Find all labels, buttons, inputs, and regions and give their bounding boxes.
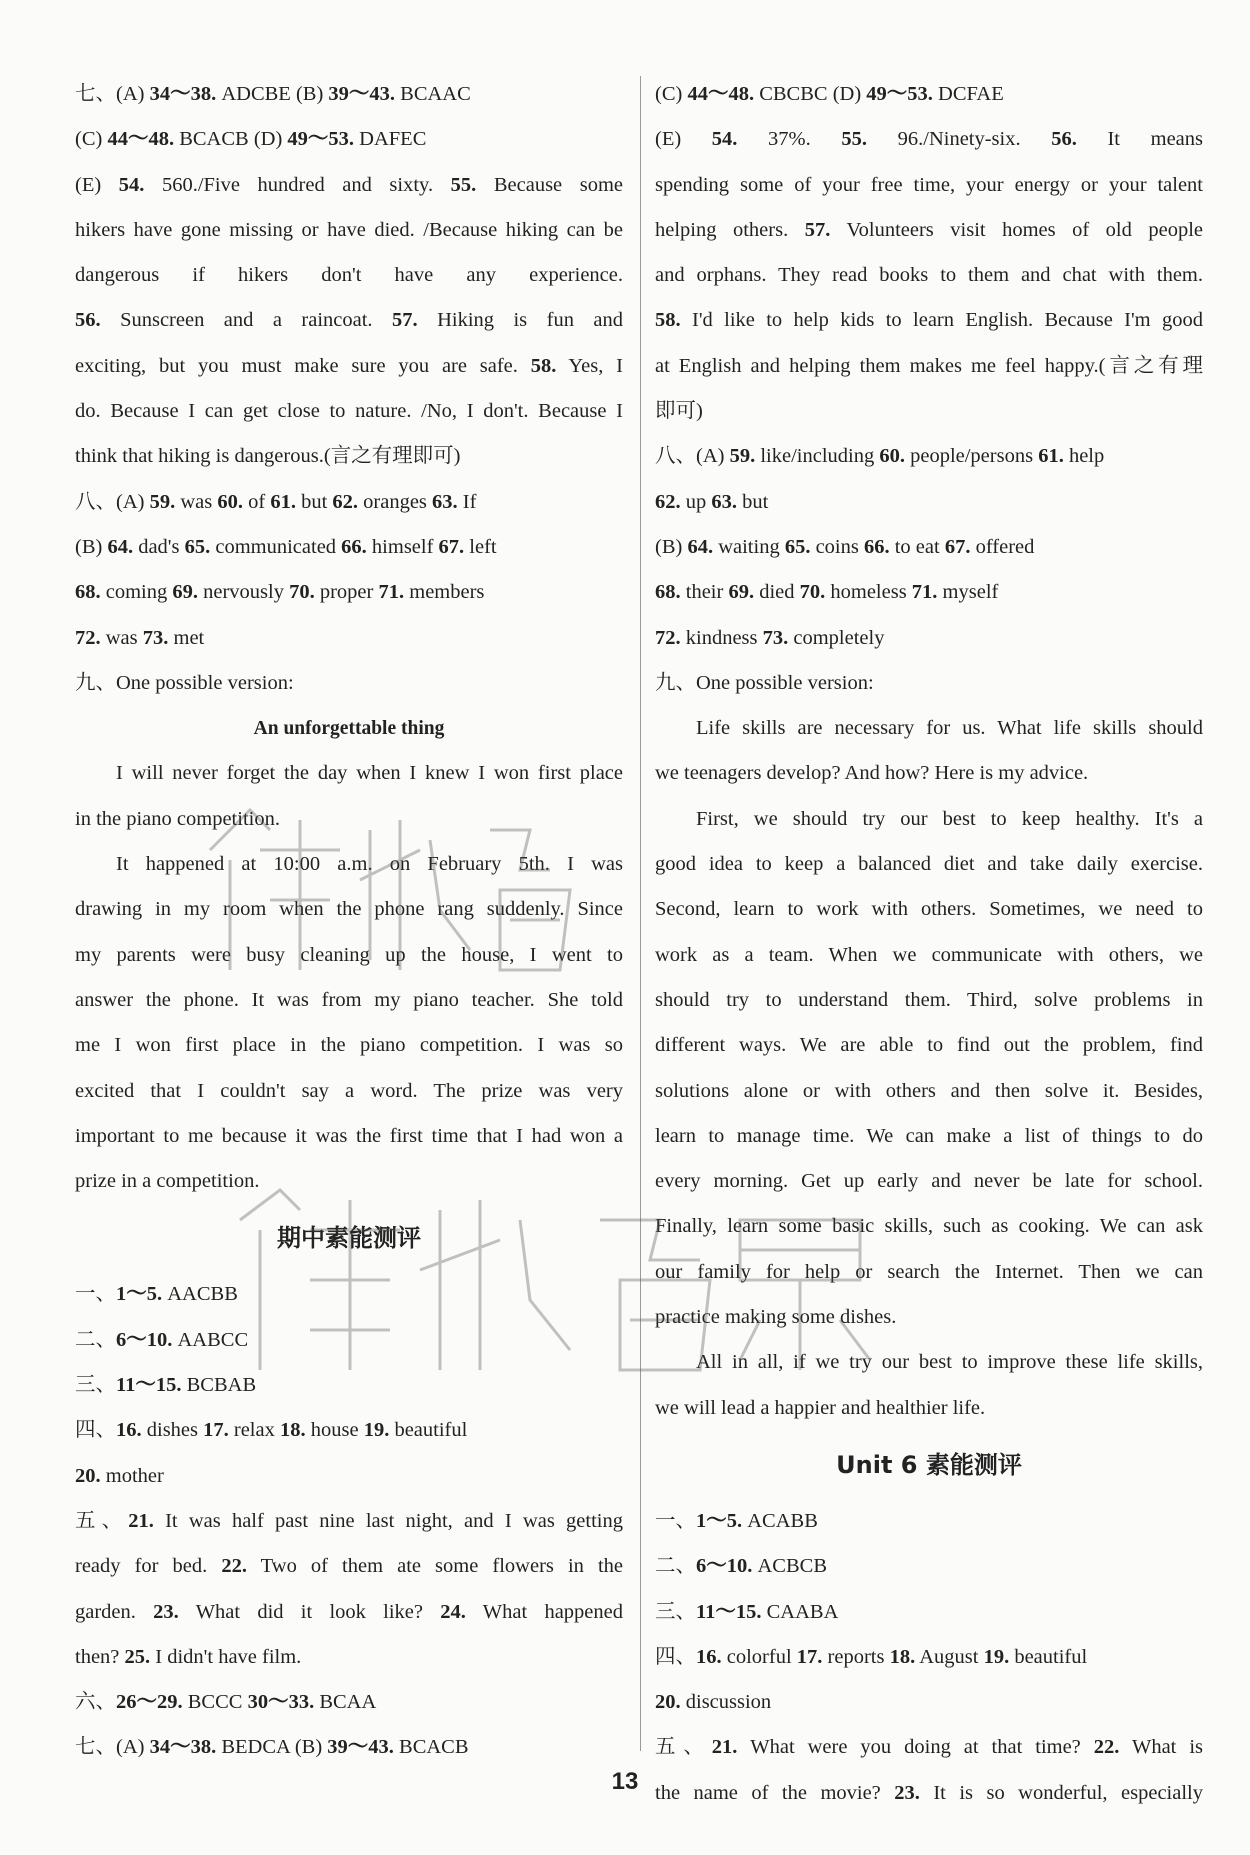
item-number: 23.: [894, 1781, 920, 1804]
line-text: Second, learn to work with others. Sometimes, we need to: [655, 898, 1203, 921]
item-number: 59.: [149, 490, 176, 513]
line-text: help: [1063, 445, 1105, 468]
line-text: I didn't have film.: [150, 1645, 302, 1668]
text-line: [655, 706, 1203, 751]
text-line: [75, 1318, 623, 1363]
item-number: 70.: [289, 581, 315, 604]
item-number: 11～15.: [116, 1374, 182, 1397]
item-number: 67.: [944, 535, 971, 558]
line-text: Volunteers visit homes of old people: [830, 218, 1203, 241]
text-line: [655, 1499, 1203, 1544]
item-number: 69.: [172, 581, 198, 604]
item-number: 18.: [889, 1645, 916, 1668]
line-text: Hiking is fun and: [417, 309, 623, 332]
text-line: [75, 570, 623, 615]
line-text: offered: [970, 535, 1035, 558]
text-line: [75, 842, 623, 887]
item-number: 66.: [341, 535, 367, 558]
item-number: 6～10.: [696, 1555, 753, 1578]
text-line: [655, 1204, 1203, 1249]
line-text: CBCBC (D): [754, 83, 867, 105]
line-text: 四、: [75, 1419, 116, 1442]
item-number: 64.: [687, 535, 714, 558]
text-line: [655, 1159, 1203, 1204]
line-text: What is: [1119, 1736, 1203, 1759]
section-title: [655, 1431, 1203, 1499]
item-number: 57.: [804, 218, 831, 241]
line-text: beautiful: [1009, 1645, 1088, 1668]
line-text: my parents were busy cleaning up the house, I went to: [75, 943, 623, 966]
line-text: ready for bed.: [75, 1555, 222, 1578]
text-line: [655, 1023, 1203, 1068]
line-text: BCCC: [182, 1691, 248, 1714]
line-text: every morning. Get up early and never be late for school.: [655, 1170, 1203, 1193]
text-line: [655, 1590, 1203, 1635]
text-line: [75, 208, 623, 253]
line-text: 七、(A): [75, 1736, 150, 1759]
line-text: of: [242, 490, 271, 513]
line-text: learn to manage time. We can make a list of things to do: [655, 1124, 1203, 1147]
text-line: [655, 117, 1203, 162]
text-line: [655, 1635, 1203, 1680]
line-text: 八、(A): [75, 490, 150, 513]
line-text: but: [737, 490, 769, 513]
item-number: 55.: [841, 128, 867, 151]
item-number: 63.: [432, 490, 458, 513]
text-line: [75, 117, 623, 162]
item-number: 19.: [983, 1645, 1010, 1668]
line-text: we will lead a happier and healthier life.: [655, 1396, 986, 1419]
text-line: [655, 616, 1203, 661]
line-text: like/including: [755, 445, 880, 468]
line-text: garden.: [75, 1600, 154, 1623]
column-divider: [640, 76, 641, 1751]
section-title: [75, 1204, 623, 1272]
line-text: met: [168, 626, 205, 649]
line-text: 即可): [655, 400, 703, 423]
text-line: [75, 298, 623, 343]
text-line: [655, 525, 1203, 570]
line-text: 二、: [655, 1555, 696, 1578]
line-text: 九、One possible version:: [75, 671, 294, 694]
item-number: An unforgettable thing: [253, 718, 445, 740]
line-text: dad's: [133, 535, 185, 558]
line-text: 二、: [75, 1328, 116, 1351]
text-line: [655, 570, 1203, 615]
text-line: [655, 1250, 1203, 1295]
line-text: All in all, if we try our best to improve these life skills,: [696, 1351, 1203, 1374]
line-text: proper: [314, 581, 379, 604]
line-text: important to me because it was the first time that I had won a: [75, 1124, 623, 1147]
line-text: good idea to keep a balanced diet and take daily exercise.: [655, 853, 1203, 876]
line-text: do. Because I can get close to nature. /No, I don't. Because I: [75, 400, 623, 423]
text-line: [655, 253, 1203, 298]
text-line: [655, 842, 1203, 887]
line-text: discussion: [680, 1691, 772, 1714]
text-line: [655, 887, 1203, 932]
line-text: coins: [810, 535, 864, 558]
line-text: mother: [100, 1464, 164, 1487]
item-number: 23.: [153, 1600, 179, 1623]
item-number: 49～53.: [287, 128, 355, 151]
line-text: hikers have gone missing or have died. /Because hiking can be: [75, 218, 623, 241]
line-text: First, we should try our best to keep healthy. It's a: [696, 807, 1203, 830]
text-line: [75, 1363, 623, 1408]
item-number: 57.: [392, 309, 418, 332]
line-text: at English and helping them makes me feel happy.(言之有理: [655, 354, 1203, 377]
text-line: [75, 1114, 623, 1159]
line-text: It happened at 10:00 a.m. on February 5th. I was: [116, 853, 623, 876]
line-text: ADCBE (B): [216, 83, 329, 105]
line-text: house: [305, 1419, 364, 1442]
item-number: 72.: [655, 626, 681, 649]
item-number: 68.: [655, 581, 681, 604]
line-text: I will never forget the day when I knew I won first place: [116, 762, 623, 785]
line-text: Two of them ate some flowers in the: [246, 1555, 623, 1578]
item-number: 6～10.: [116, 1328, 173, 1351]
item-number: 59.: [729, 445, 756, 468]
item-number: 63.: [711, 490, 737, 513]
line-text: different ways. We are able to find out the problem, find: [655, 1034, 1203, 1057]
line-text: 560./Five hundred and sixty.: [144, 173, 451, 196]
line-text: work as a team. When we communicate with others, we: [655, 943, 1203, 966]
line-text: drawing in my room when the phone rang suddenly. Since: [75, 898, 623, 921]
item-number: 16.: [116, 1419, 142, 1442]
item-number: 18.: [279, 1419, 306, 1442]
line-text: Finally, learn some basic skills, such as cooking. We can ask: [655, 1215, 1203, 1238]
item-number: 17.: [203, 1419, 229, 1442]
line-text: died: [754, 581, 800, 604]
line-text: himself: [366, 535, 439, 558]
line-text: then?: [75, 1645, 125, 1668]
text-line: [75, 1408, 623, 1453]
item-number: 16.: [696, 1645, 722, 1668]
line-text: What happened: [465, 1600, 623, 1623]
line-text: AABCC: [172, 1328, 249, 1351]
item-number: 39～43.: [327, 1736, 394, 1759]
line-text: DCFAE: [932, 83, 1004, 105]
line-text: 一、: [655, 1509, 696, 1532]
text-line: [655, 661, 1203, 706]
line-text: Yes, I: [556, 354, 623, 377]
line-text: homeless: [825, 581, 912, 604]
line-text: their: [680, 581, 729, 604]
text-line: [75, 933, 623, 978]
line-text: Because some: [476, 173, 623, 196]
line-text: our family for help or search the Internet. Then we can: [655, 1260, 1203, 1283]
line-text: 五、: [655, 1736, 712, 1759]
item-number: 73.: [142, 626, 169, 649]
text-line: [75, 253, 623, 298]
item-number: 54.: [711, 128, 738, 151]
item-number: 1～5.: [696, 1509, 743, 1532]
text-line: [75, 751, 623, 796]
line-text: CAABA: [761, 1600, 839, 1623]
line-text: 五、: [75, 1509, 129, 1532]
line-text: up: [680, 490, 712, 513]
item-number: 56.: [75, 309, 101, 332]
item-number: 58.: [530, 354, 557, 377]
line-text: was: [175, 490, 218, 513]
line-text: 37%.: [737, 128, 842, 151]
right-column: [655, 72, 1203, 1816]
item-number: 72.: [75, 626, 101, 649]
text-line: [75, 163, 623, 208]
text-line: [75, 1023, 623, 1068]
line-text: practice making some dishes.: [655, 1306, 897, 1329]
line-text: coming: [100, 581, 173, 604]
line-text: 一、: [75, 1283, 116, 1306]
line-text: It means: [1076, 128, 1203, 151]
text-line: [75, 797, 623, 842]
line-text: BEDCA (B): [216, 1736, 328, 1759]
line-text: 八、(A): [655, 445, 730, 468]
line-text: ACABB: [742, 1509, 818, 1532]
line-text: left: [464, 535, 497, 558]
item-number: 64.: [107, 535, 134, 558]
text-line: [75, 1272, 623, 1317]
item-number: 24.: [440, 1600, 466, 1623]
text-line: [75, 887, 623, 932]
line-text: Sunscreen and a raincoat.: [100, 309, 392, 332]
line-text: members: [404, 581, 485, 604]
item-number: 69.: [728, 581, 755, 604]
text-line: [655, 1680, 1203, 1725]
line-text: BCBAB: [181, 1374, 257, 1397]
item-number: 61.: [270, 490, 296, 513]
line-text: excited that I couldn't say a word. The prize was very: [75, 1079, 623, 1102]
line-text: was: [100, 626, 143, 649]
line-text: oranges: [358, 490, 433, 513]
text-line: [655, 1725, 1203, 1770]
text-line: [75, 1069, 623, 1114]
line-text: spending some of your free time, your energy or your talent: [655, 173, 1203, 196]
line-text: solutions alone or with others and then solve it. Besides,: [655, 1079, 1203, 1102]
line-text: myself: [937, 581, 999, 604]
text-line: [655, 344, 1203, 389]
item-number: 26～29.: [116, 1691, 183, 1714]
line-text: me I won first place in the piano competition. I was so: [75, 1034, 623, 1057]
line-text: (C): [75, 128, 108, 151]
item-number: 73.: [762, 626, 789, 649]
item-number: 22.: [221, 1555, 247, 1578]
text-line: [75, 1544, 623, 1589]
line-text: 三、: [75, 1374, 116, 1397]
line-text: completely: [788, 626, 885, 649]
text-line: [75, 1454, 623, 1499]
line-text: reports: [822, 1645, 890, 1668]
left-column: [75, 72, 623, 1771]
item-number: 58.: [655, 309, 681, 332]
line-text: nervously: [198, 581, 290, 604]
line-text: BCACB: [393, 1736, 469, 1759]
text-line: [655, 1544, 1203, 1589]
line-text: relax: [228, 1419, 280, 1442]
item-number: 44～48.: [687, 83, 755, 105]
item-number: 49～53.: [866, 83, 933, 105]
text-line: [655, 1114, 1203, 1159]
text-line: [75, 616, 623, 661]
text-line: [75, 1499, 623, 1544]
text-line: [655, 1295, 1203, 1340]
text-line: [75, 1680, 623, 1725]
line-text: to eat: [889, 535, 945, 558]
text-line: [75, 1159, 623, 1204]
line-text: colorful: [721, 1645, 797, 1668]
line-text: 七、(A): [75, 83, 150, 105]
line-text: dishes: [141, 1419, 204, 1442]
line-text: If: [457, 490, 477, 513]
text-line: [655, 480, 1203, 525]
line-text: DAFEC: [354, 128, 427, 151]
text-line: [75, 344, 623, 389]
line-text: we teenagers develop? And how? Here is my advice.: [655, 762, 1089, 785]
line-text: should try to understand them. Third, solve problems in: [655, 988, 1203, 1011]
line-text: It is so wonderful, especially: [919, 1781, 1203, 1804]
text-line: [655, 751, 1203, 796]
line-text: the name of the movie?: [655, 1781, 895, 1804]
text-line: [75, 525, 623, 570]
line-text: What were you doing at that time?: [737, 1736, 1094, 1759]
text-line: [655, 298, 1203, 343]
line-text: August: [915, 1645, 984, 1668]
item-number: 39～43.: [328, 83, 396, 105]
line-text: 三、: [655, 1600, 696, 1623]
item-number: 62.: [655, 490, 681, 513]
line-text: I'd like to help kids to learn English. Because I'm good: [680, 309, 1203, 332]
item-number: 34～38.: [149, 1736, 217, 1759]
text-line: [655, 1340, 1203, 1385]
text-line: [655, 1386, 1203, 1431]
line-text: BCAA: [314, 1691, 377, 1714]
text-line: [75, 480, 623, 525]
item-number: 17.: [796, 1645, 823, 1668]
item-number: 60.: [879, 445, 905, 468]
line-text: beautiful: [389, 1419, 468, 1442]
line-text: (B): [655, 535, 688, 558]
item-number: 34～38.: [149, 83, 217, 105]
text-line: [655, 797, 1203, 842]
text-line: [75, 661, 623, 706]
text-line: [75, 72, 623, 117]
line-text: (E): [75, 173, 119, 196]
item-number: 25.: [124, 1645, 151, 1668]
item-number: 68.: [75, 581, 101, 604]
item-number: 67.: [438, 535, 465, 558]
line-text: dangerous if hikers don't have any experience.: [75, 264, 623, 287]
line-text: answer the phone. It was from my piano teacher. She told: [75, 988, 623, 1011]
line-text: 96./Ninety-six.: [867, 128, 1052, 151]
text-line: [655, 1069, 1203, 1114]
line-text: (E): [655, 128, 712, 151]
item-number: 20.: [75, 1464, 101, 1487]
line-text: It was half past nine last night, and I was getting: [153, 1509, 623, 1532]
line-text: kindness: [680, 626, 763, 649]
item-number: 22.: [1093, 1736, 1120, 1759]
item-number: 21.: [711, 1736, 738, 1759]
item-number: 56.: [1051, 128, 1077, 151]
text-line: [75, 1635, 623, 1680]
item-number: 11～15.: [696, 1600, 762, 1623]
item-number: 55.: [450, 173, 477, 196]
line-text: in the piano competition.: [75, 807, 280, 830]
item-number: 44～48.: [107, 128, 175, 151]
text-line: [75, 1590, 623, 1635]
line-text: 六、: [75, 1691, 116, 1714]
text-line: [655, 163, 1203, 208]
line-text: BCAAC: [395, 83, 471, 105]
item-number: Unit 6 素能测评: [836, 1450, 1022, 1479]
text-line: [75, 1725, 623, 1770]
page-number: 13: [611, 1768, 639, 1795]
line-text: (C): [655, 83, 688, 105]
line-text: exciting, but you must make sure you are safe.: [75, 354, 531, 377]
line-text: but: [295, 490, 333, 513]
item-number: 1～5.: [116, 1283, 163, 1306]
text-line: [655, 208, 1203, 253]
item-number: 61.: [1038, 445, 1064, 468]
item-number: 71.: [911, 581, 938, 604]
text-line: [75, 434, 623, 479]
essay-title: [75, 706, 623, 751]
line-text: (B): [75, 535, 108, 558]
line-text: BCACB (D): [174, 128, 288, 151]
text-line: [75, 978, 623, 1023]
item-number: 65.: [184, 535, 211, 558]
line-text: Life skills are necessary for us. What life skills should: [696, 717, 1203, 740]
text-line: [655, 72, 1203, 117]
line-text: people/persons: [904, 445, 1039, 468]
line-text: waiting: [713, 535, 785, 558]
text-line: [655, 389, 1203, 434]
item-number: 65.: [784, 535, 811, 558]
item-number: 30～33.: [247, 1691, 315, 1714]
line-text: communicated: [210, 535, 342, 558]
item-number: 54.: [118, 173, 145, 196]
line-text: 四、: [655, 1645, 696, 1668]
line-text: prize in a competition.: [75, 1170, 260, 1193]
item-number: 60.: [217, 490, 243, 513]
item-number: 62.: [332, 490, 359, 513]
item-number: 70.: [799, 581, 826, 604]
line-text: think that hiking is dangerous.(言之有理即可): [75, 445, 461, 468]
line-text: AACBB: [162, 1283, 238, 1306]
item-number: 20.: [655, 1691, 681, 1714]
line-text: 九、One possible version:: [655, 671, 874, 694]
text-line: [655, 978, 1203, 1023]
line-text: ACBCB: [752, 1555, 827, 1578]
text-line: [75, 389, 623, 434]
line-text: helping others.: [655, 218, 805, 241]
item-number: 期中素能测评: [277, 1224, 421, 1253]
item-number: 71.: [378, 581, 405, 604]
item-number: 19.: [363, 1419, 390, 1442]
line-text: What did it look like?: [178, 1600, 441, 1623]
line-text: and orphans. They read books to them and chat with them.: [655, 264, 1203, 287]
text-line: [655, 933, 1203, 978]
item-number: 21.: [128, 1509, 154, 1532]
item-number: 66.: [863, 535, 890, 558]
text-line: [655, 434, 1203, 479]
